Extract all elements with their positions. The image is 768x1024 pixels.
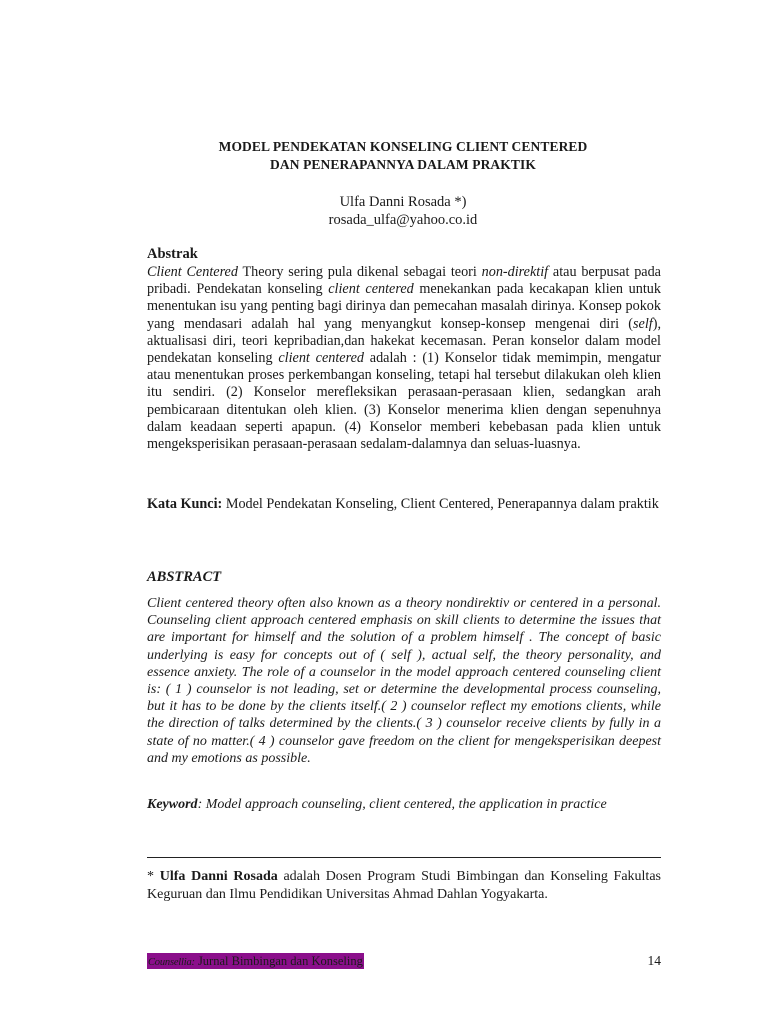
keyword-line: [147, 796, 661, 813]
footnote-author-name: Ulfa Danni Rosada: [159, 869, 278, 884]
footnote-marker: *: [147, 869, 160, 884]
abstrak-heading: Abstrak: [147, 246, 198, 262]
abstrak-term-client-centered-2: client centered: [328, 281, 414, 298]
abstract-heading: ABSTRACT: [147, 569, 222, 585]
abstrak-body: [147, 264, 661, 453]
abstrak-text-2: atau berpusat pada pribadi. Pendekatan konseling: [147, 264, 661, 298]
kata-kunci-label: Kata Kunci:: [147, 496, 223, 512]
footnote: [147, 868, 661, 904]
kata-kunci: [147, 495, 661, 513]
footnote-divider: [147, 857, 661, 858]
kata-kunci-text: Model Pendekatan Konseling, Client Centered, Penerapannya dalam praktik: [222, 496, 659, 512]
page-number: 14: [647, 953, 661, 968]
journal-name: Jurnal Bimbingan dan Konseling: [194, 954, 363, 968]
abstrak-term-client-centered: Client Centered: [147, 264, 238, 280]
abstrak-term-self: self: [633, 315, 653, 332]
author-block: [0, 193, 768, 229]
abstrak-text-4: ), aktualisasi diri, teori kepribadian,dan hakekat kecemasan. Peran konselor dalam model pendekatan konseling: [147, 315, 661, 367]
abstrak-text-3: menekankan pada kecakapan klien untuk menentukan isu yang penting bagi dirinya dan pemecahan masalah dirinya. Konsep pokok yang mendasari adalah hal yang menyangkut konsep-konsep mengenai diri (: [147, 281, 661, 332]
abstrak-term-client-centered-3: client centered: [278, 350, 364, 367]
keyword-text: : Model approach counseling, client centered, the application in practice: [197, 797, 607, 812]
paper-title: [0, 138, 768, 174]
abstrak-term-non-direktif: non-direktif: [481, 264, 549, 280]
abstrak-text-1: Theory sering pula dikenal sebagai teori: [237, 264, 482, 280]
author-email: rosada_ulfa@yahoo.co.id: [328, 212, 478, 228]
journal-footer-label: [147, 953, 364, 969]
author-name: Ulfa Danni Rosada *): [339, 194, 467, 210]
journal-brand: Counsellia:: [148, 957, 195, 968]
abstrak-text-5: adalah : (1) Konselor tidak memimpin, mengatur atau menentukan proses perkembangan konseling, tetapi hal tersebut dilakukan oleh klien itu sendiri. (2) Konselor merefleksikan perasaan-perasaan klien, sedangkan arah pembicaraan ditentukan oleh klien. (3) Konselor menerima klien dengan sepenuhnya dalam keadaan seperti apapun. (4) Konselor memberi kebebasan pada klien untuk mengeksperisikan perasaan-perasaan sedalam-dalamnya dan seluas-luasnya.: [147, 350, 662, 453]
title-line-2: DAN PENERAPANNYA DALAM PRAKTIK: [270, 157, 536, 172]
title-line-1: MODEL PENDEKATAN KONSELING CLIENT CENTERED: [218, 139, 588, 154]
abstract-body: Client centered theory often also known as a theory nondirektiv or centered in a personal. Counseling client approach centered emphasis on skill clients to determine the issues that are important for himself and the solution of a problem himself . The concept of basic underlying is easy for concepts out of ( self ), actual self, the theory personality, and essence anxiety. The role of a counselor in the model approach centered counseling client is: ( 1 ) counselor is not leading, set or determine the developmental process counseling, but it has to be done by the clients itself.( 2 ) counselor reflect my emotions clients, while the direction of talks determined by the clients.( 3 ) counselor receive clients by fully in a state of no matter.( 4 ) counselor gave freedom on the client for mengeksperisikan deepest and my emotions as possible.: [147, 596, 661, 766]
footnote-text: adalah Dosen Program Studi Bimbingan dan Konseling Fakultas Keguruan dan Ilmu Pendidikan Universitas Ahmad Dahlan Yogyakarta.: [147, 869, 661, 902]
keyword-label: Keyword: [147, 797, 198, 812]
